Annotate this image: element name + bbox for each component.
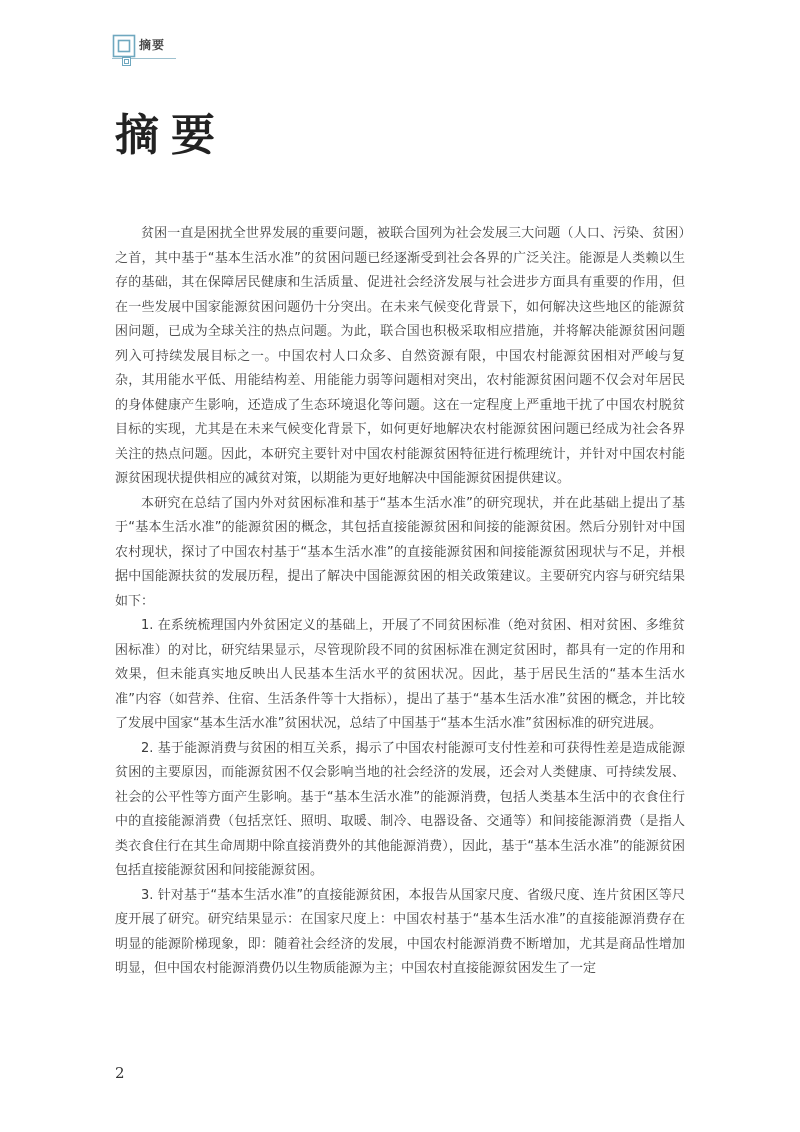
page-title: 摘要	[115, 110, 227, 161]
paragraph: 1. 在系统梳理国内外贫困定义的基础上，开展了不同贫困标准（绝对贫困、相对贫困、多维贫困标准）的对比，研究结果显示，尽管现阶段不同的贫困标准在测定贫困时，都具有一定的作用和效果，但未能真实地反映出人民基本生活水平的贫困状况。因此，基于居民生活的“基本生活水准”内容（如营养、住宿、生活条件等十大指标），提出了基于“基本生活水准”贫困的概念，并比较了发展中国家“基本生活水准”贫困状况，总结了中国基于“基本生活水准”贫困标准的研究进展。	[115, 618, 685, 731]
running-header	[112, 34, 182, 58]
paragraph: 本研究在总结了国内外对贫困标准和基于“基本生活水准”的研究现状，并在此基础上提出了基于“基本生活水准”的能源贫困的概念，其包括直接能源贫困和间接的能源贫困。然后分别针对中国农村现状，探讨了中国农村基于“基本生活水准”的直接能源贫困和间接能源贫困现状与不足，并根据中国能源扶贫的发展历程，提出了解决中国能源贫困的相关政策建议。主要研究内容与研究结果如下：	[115, 495, 685, 609]
paragraph: 3. 针对基于“基本生活水准”的直接能源贫困，本报告从国家尺度、省级尺度、连片贫困区等尺度开展了研究。研究结果显示：在国家尺度上：中国农村基于“基本生活水准”的直接能源消费存在明显的能源阶梯现象，即：随着社会经济的发展，中国农村能源消费不断增加，尤其是商品性增加明显，但中国农村能源消费仍以生物质能源为主；中国农村直接能源贫困发生了一定	[115, 887, 685, 976]
page-number: 2	[115, 1064, 125, 1082]
body-text	[115, 222, 685, 982]
paragraph: 贫困一直是困扰全世界发展的重要问题，被联合国列为社会发展三大问题（人口、污染、贫困）之首，其中基于“基本生活水准”的贫困问题已经逐渐受到社会各界的广泛关注。能源是人类赖以生存的基础，其在保障居民健康和生活质量、促进社会经济发展与社会进步方面具有重要的作用，但在一些发展中国家能源贫困问题仍十分突出。在未来气候变化背景下，如何解决这些地区的能源贫困问题，已成为全球关注的热点问题。为此，联合国也积极采取相应措施，并将解决能源贫困问题列入可持续发展目标之一。中国农村人口众多、自然资源有限，中国农村能源贫困相对严峻与复杂，其用能水平低、用能结构差、用能能力弱等问题相对突出，农村能源贫困问题不仅会对年居民的身体健康产生影响，还造成了生态环境退化等问题。这在一定程度上严重地干扰了中国农村脱贫目标的实现，尤其是在未来气候变化背景下，如何更好地解决农村能源贫困问题已经成为社会各界关注的热点问题。因此，本研究主要针对中国农村能源贫困特征进行梳理统计，并针对中国农村能源贫困现状提供相应的减贫对策，以期能为更好地解决中国能源贫困提供建议。	[115, 226, 685, 486]
small-square-icon	[122, 57, 131, 66]
running-header-label: 摘要	[139, 38, 166, 52]
section-square-icon	[112, 34, 136, 58]
paragraph: 2. 基于能源消费与贫困的相互关系，揭示了中国农村能源可支付性差和可获得性差是造成能源贫困的主要原因，而能源贫困不仅会影响当地的社会经济的发展，还会对人类健康、可持续发展、社会的公平性等方面产生影响。基于“基本生活水准”的能源消费，包括人类基本生活中的衣食住行中的直接能源消费（包括烹饪、照明、取暖、制冷、电器设备、交通等）和间接能源消费（是指人类衣食住行在其生命周期中除直接消费外的其他能源消费），因此，基于“基本生活水准”的能源贫困包括直接能源贫困和间接能源贫困。	[115, 740, 685, 878]
